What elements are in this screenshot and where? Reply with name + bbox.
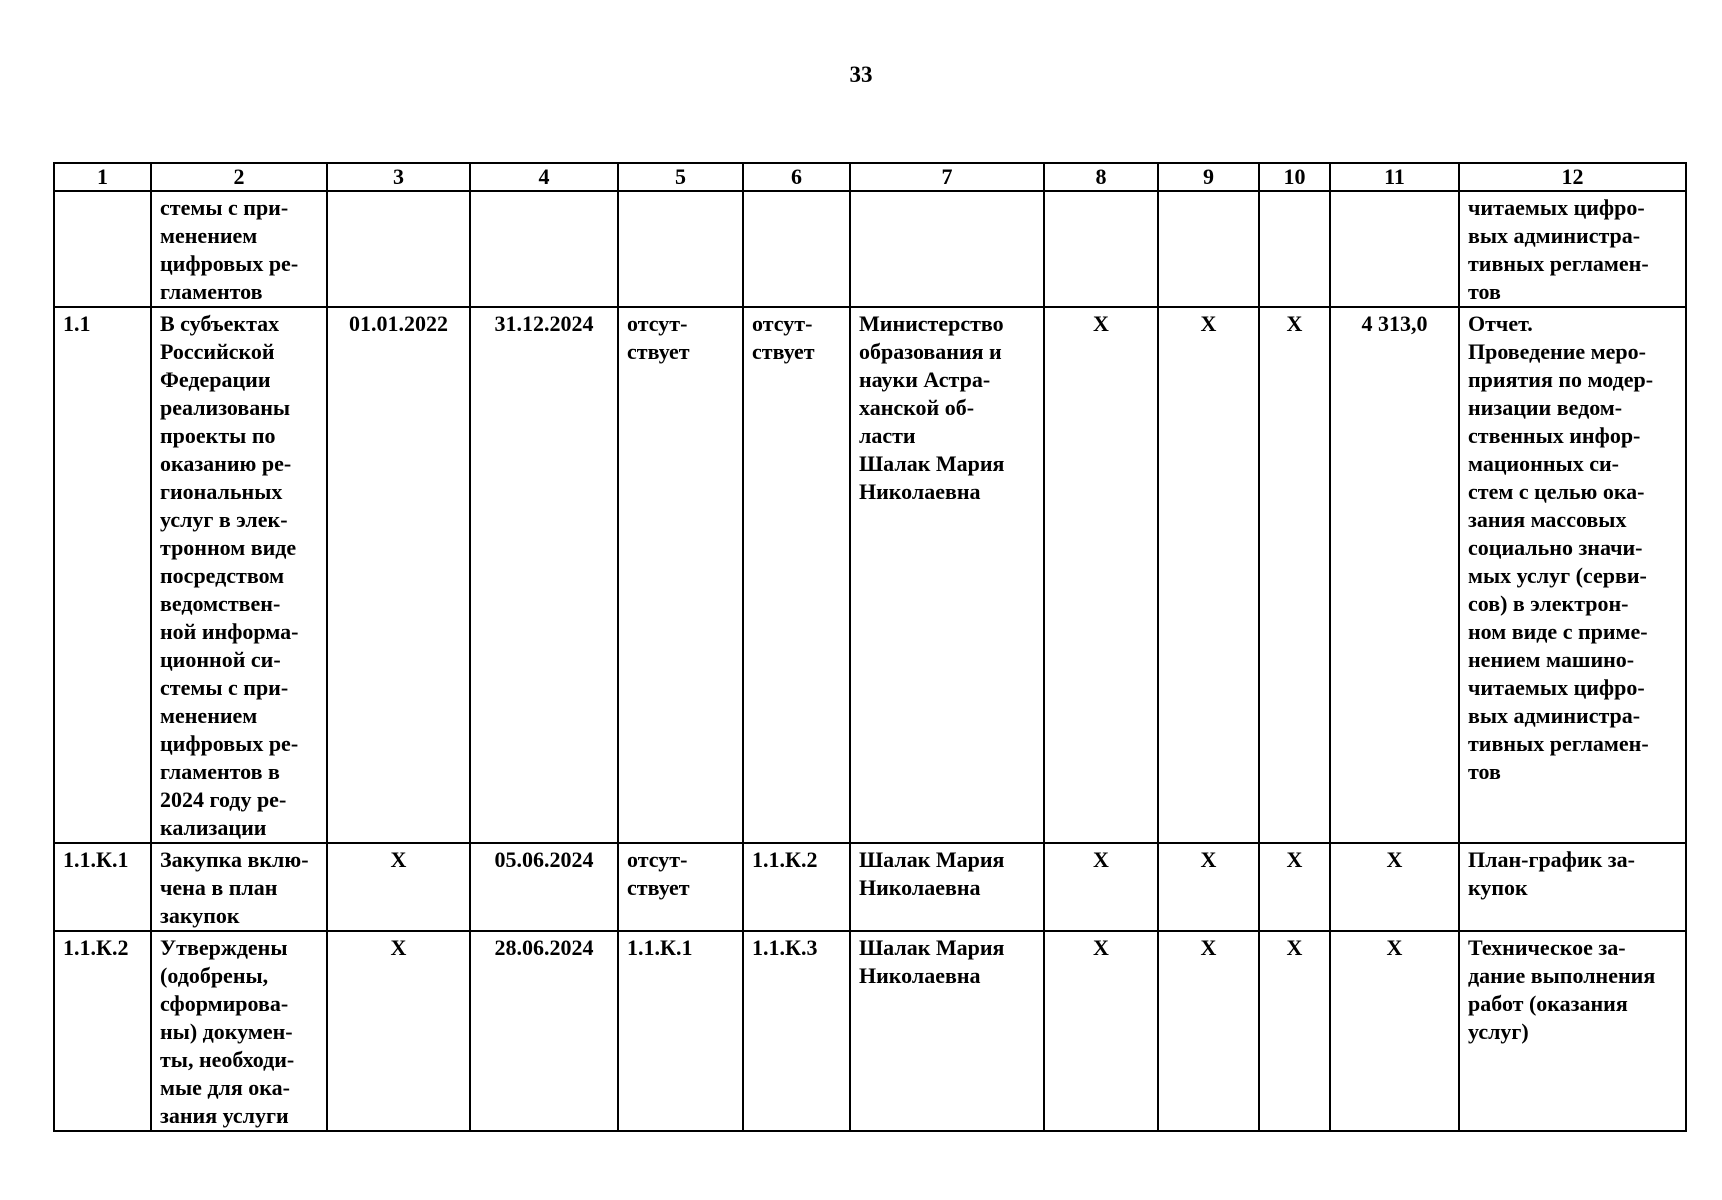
cell-description: В субъектах Российской Федерации реализованы проекты по оказанию ре- гиональных услуг в элек- тронном виде посредством ведомствен- ной информа- ционной си- стемы с при- менением цифровых ре- гламентов в 2024 году ре- кализации xyxy=(151,307,327,843)
cell-end-date: 05.06.2024 xyxy=(470,843,618,931)
page-number: 33 xyxy=(849,62,873,87)
cell-description: Утверждены (одобрены, сформирова- ны) докумен- ты, необходи- мые для ока- зания услуги xyxy=(151,931,327,1131)
cell-start-date: 01.01.2022 xyxy=(327,307,470,843)
cell-start-date xyxy=(327,191,470,307)
cell-col8: Х xyxy=(1044,843,1158,931)
document-table xyxy=(53,162,1687,1132)
cell-start-date: Х xyxy=(327,843,470,931)
table-row xyxy=(54,843,1686,931)
cell-number: 1.1.К.1 xyxy=(54,843,151,931)
cell-end-date xyxy=(470,191,618,307)
cell-description: Закупка вклю- чена в план закупок xyxy=(151,843,327,931)
column-header-3: 3 xyxy=(327,163,470,191)
cell-col11: Х xyxy=(1330,931,1459,1131)
cell-predecessor xyxy=(618,191,743,307)
cell-col10: Х xyxy=(1259,931,1330,1131)
cell-col11 xyxy=(1330,191,1459,307)
column-header-4: 4 xyxy=(470,163,618,191)
cell-successor: отсут- ствует xyxy=(743,307,850,843)
cell-col9: Х xyxy=(1158,843,1259,931)
cell-end-date: 28.06.2024 xyxy=(470,931,618,1131)
table-row xyxy=(54,307,1686,843)
cell-col10: Х xyxy=(1259,843,1330,931)
cell-responsible xyxy=(850,191,1044,307)
cell-result: Отчет. Проведение меро- приятия по модер- низации ведом- ственных инфор- мационных си- стем с целью ока- зания массовых социально значи- мых услуг (серви- сов) в электрон- ном виде с приме- нением машино- читаемых цифро- вых администра- тивных регламен- тов xyxy=(1459,307,1686,843)
column-header-5: 5 xyxy=(618,163,743,191)
column-header-8: 8 xyxy=(1044,163,1158,191)
table-row xyxy=(54,191,1686,307)
column-header-1: 1 xyxy=(54,163,151,191)
column-header-9: 9 xyxy=(1158,163,1259,191)
cell-successor xyxy=(743,191,850,307)
table-row xyxy=(54,931,1686,1131)
cell-predecessor: отсут- ствует xyxy=(618,843,743,931)
column-header-7: 7 xyxy=(850,163,1044,191)
cell-col9: Х xyxy=(1158,307,1259,843)
cell-predecessor: 1.1.К.1 xyxy=(618,931,743,1131)
cell-col10 xyxy=(1259,191,1330,307)
cell-col9: Х xyxy=(1158,931,1259,1131)
cell-number: 1.1.К.2 xyxy=(54,931,151,1131)
column-header-11: 11 xyxy=(1330,163,1459,191)
cell-col11: Х xyxy=(1330,843,1459,931)
cell-number xyxy=(54,191,151,307)
cell-col8: Х xyxy=(1044,931,1158,1131)
cell-responsible: Министерство образования и науки Астра- ханской об- ласти Шалак Мария Николаевна xyxy=(850,307,1044,843)
column-header-2: 2 xyxy=(151,163,327,191)
cell-col8: Х xyxy=(1044,307,1158,843)
cell-successor: 1.1.К.3 xyxy=(743,931,850,1131)
cell-budget: 4 313,0 xyxy=(1330,307,1459,843)
cell-predecessor: отсут- ствует xyxy=(618,307,743,843)
cell-result: Техническое за- дание выполнения работ (оказания услуг) xyxy=(1459,931,1686,1131)
cell-col8 xyxy=(1044,191,1158,307)
column-header-12: 12 xyxy=(1459,163,1686,191)
table-header-row xyxy=(54,163,1686,191)
cell-description: стемы с при- менением цифровых ре- гламентов xyxy=(151,191,327,307)
cell-start-date: Х xyxy=(327,931,470,1131)
column-header-6: 6 xyxy=(743,163,850,191)
cell-result: читаемых цифро- вых администра- тивных регламен- тов xyxy=(1459,191,1686,307)
cell-col9 xyxy=(1158,191,1259,307)
cell-responsible: Шалак Мария Николаевна xyxy=(850,843,1044,931)
cell-successor: 1.1.К.2 xyxy=(743,843,850,931)
cell-result: План-график за- купок xyxy=(1459,843,1686,931)
cell-number: 1.1 xyxy=(54,307,151,843)
cell-responsible: Шалак Мария Николаевна xyxy=(850,931,1044,1131)
column-header-10: 10 xyxy=(1259,163,1330,191)
cell-end-date: 31.12.2024 xyxy=(470,307,618,843)
cell-col10: Х xyxy=(1259,307,1330,843)
